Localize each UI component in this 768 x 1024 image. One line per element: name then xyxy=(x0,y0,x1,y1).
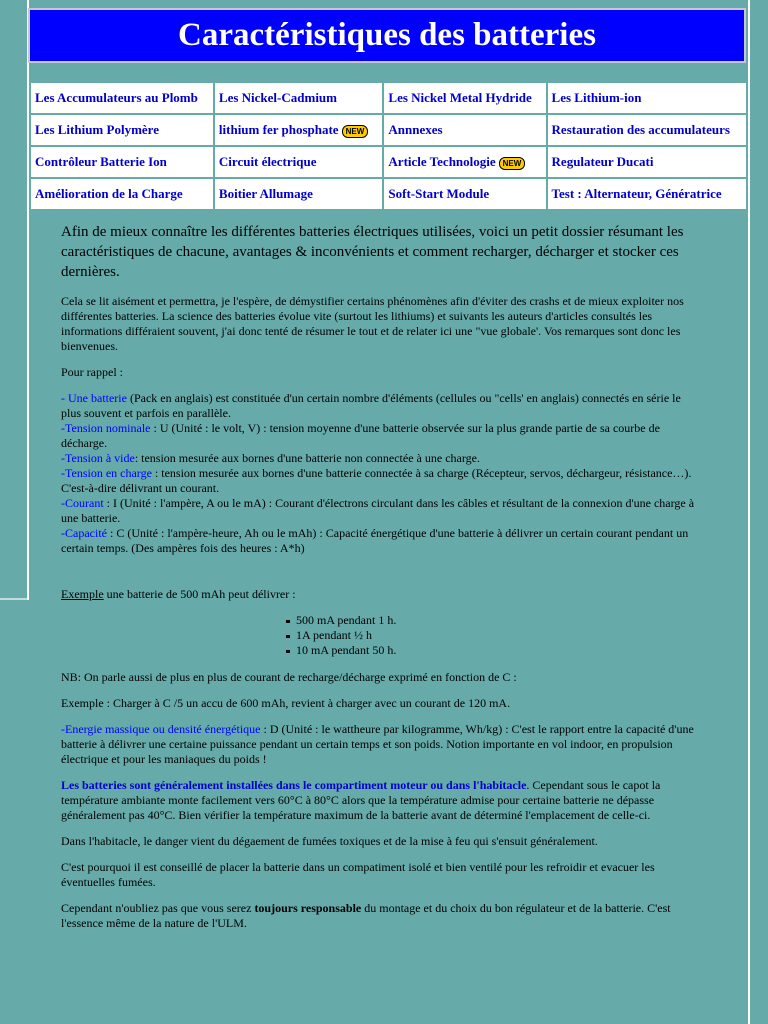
def-term[interactable]: -Tension en charge xyxy=(61,466,152,480)
nav-row xyxy=(31,147,746,177)
example-label: Exemple xyxy=(61,587,104,601)
nav-row xyxy=(31,115,746,145)
nav-link[interactable]: Les Nickel Metal Hydride xyxy=(388,90,532,105)
final-bold: toujours responsable xyxy=(254,901,362,915)
new-badge-icon: NEW xyxy=(342,125,369,138)
install-paragraph xyxy=(61,778,701,823)
def-term[interactable]: -Capacité xyxy=(61,526,107,540)
nav-cell xyxy=(31,147,213,177)
nav-link[interactable]: Circuit électrique xyxy=(218,154,317,169)
nav-cell xyxy=(31,179,213,209)
nav-row xyxy=(31,83,746,113)
nav-cell xyxy=(384,147,545,177)
list-item xyxy=(286,628,701,643)
def-term[interactable]: -Tension nominale xyxy=(61,421,151,435)
nb-text: NB: On parle aussi de plus en plus de courant de recharge/décharge exprimé en fonction de C : xyxy=(61,670,517,684)
page-title: Caractéristiques des batteries xyxy=(178,17,596,53)
def-term[interactable]: -Courant xyxy=(61,496,104,510)
nav-cell xyxy=(215,179,383,209)
def-text: : I (Unité : l'ampère, A ou le mA) : Courant d'électrons circulant dans les câbles et résultant de la connexion d'une charge à une batterie. xyxy=(61,496,695,525)
nav-link[interactable]: Restauration des accumulateurs xyxy=(551,122,730,137)
nav-link[interactable]: Les Lithium-ion xyxy=(551,90,642,105)
energie-paragraph xyxy=(61,722,701,767)
energie-text: : D (Unité : le wattheure par kilogramme, Wh/kg) : C'est le rapport entre la capacité d'une batterie à délivrer une certaine puissance pendant un certain temps et son poids. Notion importante en vol indoor, en propulsion électrique et pour les maniaques du poids ! xyxy=(61,722,694,766)
frame-divider xyxy=(0,598,29,600)
nav-link[interactable]: Contrôleur Batterie Ion xyxy=(35,154,167,169)
def-text: : tension mesurée aux bornes d'une batterie connectée à sa charge (Récepteur, servos, déchargeur, résistance…). C'est-à-dire délivrant un courant. xyxy=(61,466,692,495)
page-title-bar xyxy=(28,8,746,63)
intro-text: Afin de mieux connaître les différentes batteries électriques utilisées, voici un petit dossier résumant les caractéristiques de chacune, avantages & inconvénients et comment recharger, décharger et stocker ces dernières. xyxy=(61,224,684,280)
nav-link[interactable]: Les Lithium Polymère xyxy=(35,122,159,137)
nav-link[interactable]: Amélioration de la Charge xyxy=(35,186,183,201)
rappel-heading: Pour rappel : xyxy=(61,365,123,379)
new-badge-icon: NEW xyxy=(499,157,526,170)
final-post: du montage et du choix du bon régulateur et de la batterie. C'est l'essence même de la nature de l'ULM. xyxy=(61,901,671,930)
energie-term[interactable]: -Energie massique ou densité énergétique xyxy=(61,722,261,736)
nav-link[interactable]: Boitier Allumage xyxy=(218,186,313,201)
def-text: : U (Unité : le volt, V) : tension moyenne d'une batterie observée sur la plus grande partie de sa courbe de décharge. xyxy=(61,421,660,450)
list-item xyxy=(286,613,701,628)
nav-cell xyxy=(548,83,746,113)
frame-border-right xyxy=(748,0,750,1024)
nav-link[interactable]: Les Accumulateurs au Plomb xyxy=(35,90,198,105)
bullet-icon xyxy=(286,650,290,653)
nav-cell xyxy=(548,115,746,145)
def-text: : C (Unité : l'ampère-heure, Ah ou le mAh) : Capacité énergétique d'une batterie à délivrer un certain courant pendant un certain temps. (Des ampères fois des heures : A*h) xyxy=(61,526,689,555)
habitacle-text: Dans l'habitacle, le danger vient du dégaement de fumées toxiques et de la mise à feu qui s'ensuit généralement. xyxy=(61,834,598,848)
bullet-icon xyxy=(286,620,290,623)
list-item xyxy=(286,643,701,658)
main-content xyxy=(61,222,701,942)
bullet-icon xyxy=(286,635,290,638)
nav-table xyxy=(29,81,748,211)
final-paragraph xyxy=(61,901,701,931)
install-text: . Cependant sous le capot la température ambiante monte facilement vers 60°C à 80°C alors que la température admise pour certaine batterie ne dépasse généralement pas 40°C. Bien vérifier la température maximum de la batterie avant de déterminé l'emplacement de celle-ci. xyxy=(61,778,661,822)
example-list xyxy=(61,613,701,658)
list-item-text: 10 mA pendant 50 h. xyxy=(296,643,397,657)
nav-cell xyxy=(384,179,545,209)
install-highlight: Les batteries sont généralement installées dans le compartiment moteur ou dans l'habitacle xyxy=(61,778,527,792)
nav-row xyxy=(31,179,746,209)
def-text: (Pack en anglais) est constituée d'un certain nombre d'éléments (cellules ou "cells' en anglais) connectés en série le plus souvent et parfois en parallèle. xyxy=(61,391,681,420)
def-term[interactable]: -Tension à vide xyxy=(61,451,135,465)
nav-cell xyxy=(215,83,383,113)
nav-cell xyxy=(31,115,213,145)
nav-cell xyxy=(548,179,746,209)
list-item-text: 1A pendant ½ h xyxy=(296,628,372,642)
conseil-text: C'est pourquoi il est conseillé de placer la batterie dans un compatiment isolé et bien ventilé pour les refroidir et evacuer les éventuelles fumées. xyxy=(61,860,655,889)
nav-link[interactable]: Soft-Start Module xyxy=(388,186,490,201)
nav-link[interactable]: lithium fer phosphate xyxy=(218,122,339,137)
example2-text: Exemple : Charger à C /5 un accu de 600 mAh, revient à charger avec un courant de 120 mA. xyxy=(61,696,511,710)
nav-link[interactable]: Article Technologie xyxy=(388,154,496,169)
nav-cell xyxy=(384,83,545,113)
nav-link[interactable]: Regulateur Ducati xyxy=(551,154,654,169)
definitions-block xyxy=(61,391,701,556)
def-term[interactable]: - Une batterie xyxy=(61,391,127,405)
section-spacer xyxy=(61,556,701,587)
list-item-text: 500 mA pendant 1 h. xyxy=(296,613,397,627)
nav-link[interactable]: Annnexes xyxy=(388,122,443,137)
example-line xyxy=(61,587,701,602)
def-text: : tension mesurée aux bornes d'une batterie non connectée à une charge. xyxy=(134,451,480,465)
paragraph-intro-detail: Cela se lit aisément et permettra, je l'espère, de démystifier certains phénomènes afin d'éviter des crashs et de mieux exploiter nos différentes batteries. La science des batteries évolue vite (surtout les lithiums) et suivants les auteurs d'articles consultés les informations différaient souvent, j'ai donc tenté de résumer le tout et de relater ici une "vue globale'. Vos remarques sont donc les bienvenues. xyxy=(61,294,684,353)
nav-link[interactable]: Les Nickel-Cadmium xyxy=(218,90,337,105)
nav-cell xyxy=(215,147,383,177)
nav-link[interactable]: Test : Alternateur, Génératrice xyxy=(551,186,722,201)
final-pre: Cependant n'oubliez pas que vous serez xyxy=(61,901,255,915)
nav-cell xyxy=(384,115,545,145)
example-text: une batterie de 500 mAh peut délivrer : xyxy=(103,587,296,601)
nav-cell xyxy=(31,83,213,113)
nav-cell xyxy=(548,147,746,177)
nav-cell xyxy=(215,115,383,145)
